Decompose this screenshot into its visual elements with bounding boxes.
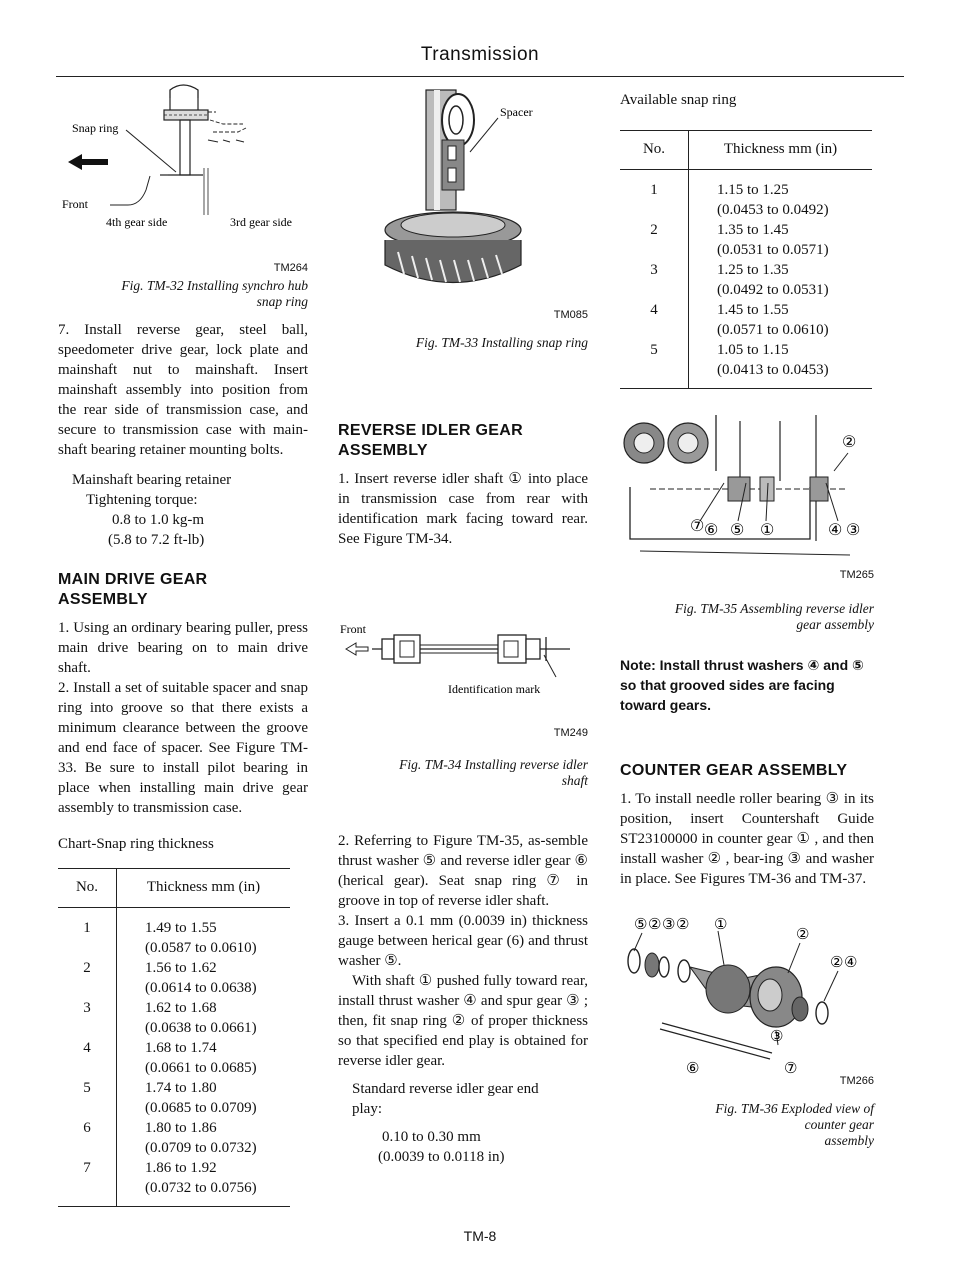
- thickness-in: (0.0709 to 0.0732): [145, 1140, 257, 1156]
- endplay-line4: (0.0039 to 0.0118 in): [378, 1149, 505, 1165]
- avail-table-header-thickness: Thickness mm (in): [689, 131, 873, 170]
- heading-reverse-idler-line1: REVERSE IDLER GEAR: [338, 422, 523, 439]
- heading-main-drive-line1: MAIN DRIVE GEAR: [58, 571, 208, 588]
- figure-callout-number: ⑤: [730, 522, 745, 539]
- table-cell-no: 4: [58, 1038, 117, 1078]
- paragraph-reverse-step-3: 3. Insert a 0.1 mm (0.0039 in) thickness gauge between herical gear (6) and thrust washer ⑤.: [338, 913, 588, 969]
- fig-tm32-label-snap-ring: Snap ring: [72, 121, 119, 135]
- table-row: [58, 998, 290, 1038]
- table-row: [58, 1038, 290, 1078]
- thickness-in: (0.0571 to 0.0610): [717, 322, 829, 338]
- fig-tm36-caption-line3: assembly: [824, 1133, 874, 1148]
- figure-callout-number: ②: [842, 434, 857, 451]
- table-row: [620, 260, 872, 300]
- fig-tm36-id: TM266: [839, 1075, 874, 1087]
- fig-tm32-label-3rd-side: 3rd gear side: [230, 215, 292, 229]
- heading-reverse-idler-line2: ASSEMBLY: [338, 442, 428, 459]
- endplay-line1: Standard reverse idler gear end: [352, 1081, 539, 1097]
- fig-tm35-id: TM265: [839, 569, 874, 581]
- paragraph-reverse-step-1: 1. Insert reverse idler shaft ① into place in transmission case from rear with identification mark facing toward rear. See Figure TM-34.: [338, 471, 588, 547]
- thickness-mm: 1.62 to 1.68: [145, 1000, 217, 1016]
- fig-tm32-caption-line2: snap ring: [256, 294, 308, 309]
- thickness-mm: 1.74 to 1.80: [145, 1080, 217, 1096]
- table-cell-no: 1: [58, 908, 117, 959]
- fig-tm36-caption-line1: Fig. TM-36 Exploded view of: [715, 1101, 874, 1116]
- thickness-in: (0.0413 to 0.0453): [717, 362, 829, 378]
- fig-tm34-label-front: Front: [340, 622, 367, 636]
- thickness-mm: 1.15 to 1.25: [717, 182, 789, 198]
- table-row: [58, 1078, 290, 1118]
- table-row: [620, 220, 872, 260]
- torque-line3: 0.8 to 1.0 kg-m: [112, 512, 205, 528]
- fig-tm32-id: TM264: [273, 262, 308, 274]
- table-cell-thickness: [689, 170, 873, 221]
- fig-tm32-label-4th-side: 4th gear side: [106, 215, 168, 229]
- table-cell-thickness: [689, 300, 873, 340]
- available-snap-ring-title: Available snap ring: [620, 92, 737, 108]
- heading-reverse-idler: [338, 421, 588, 461]
- table-row: [58, 1158, 290, 1207]
- fig-tm34-diagram: [338, 599, 588, 709]
- table-cell-no: 3: [58, 998, 117, 1038]
- left-column: [58, 80, 308, 1207]
- fig-tm32-label-front: Front: [62, 197, 89, 211]
- endplay-line2: play:: [352, 1101, 382, 1117]
- torque-line1: Mainshaft bearing retainer: [72, 472, 232, 488]
- heading-counter-gear: COUNTER GEAR ASSEMBLY: [620, 762, 848, 779]
- thickness-mm: 1.49 to 1.55: [145, 920, 217, 936]
- figure-callout-number: ⑥: [704, 522, 719, 539]
- heading-main-drive-gear: [58, 570, 308, 610]
- fig-tm34-caption-line2: shaft: [561, 773, 588, 788]
- fig-tm35-caption: [620, 601, 874, 633]
- paragraph-main-step-1: 1. Using an ordinary bearing puller, press main drive bearing on to main drive shaft.: [58, 620, 308, 676]
- heading-main-drive-line2: ASSEMBLY: [58, 591, 148, 608]
- thickness-mm: 1.68 to 1.74: [145, 1040, 217, 1056]
- table-cell-thickness: [689, 340, 873, 389]
- fig-tm34-id: TM249: [553, 727, 588, 739]
- figure-callout-number: ②: [648, 917, 662, 933]
- fig-tm32-caption: [58, 278, 308, 310]
- figure-callout-number: ⑦: [690, 518, 705, 535]
- fig-tm36-caption-line2: counter gear: [804, 1117, 874, 1132]
- table-cell-thickness: [117, 908, 291, 959]
- table-row: [620, 300, 872, 340]
- table-row: [58, 958, 290, 998]
- figure-callout-number: ③: [662, 917, 676, 933]
- figure-callout-number: ④: [844, 955, 858, 971]
- fig-tm35-caption-line2: gear assembly: [796, 617, 874, 632]
- table-row: [58, 1118, 290, 1158]
- thickness-mm: 1.35 to 1.45: [717, 222, 789, 238]
- endplay-line3: 0.10 to 0.30 mm: [382, 1129, 481, 1145]
- table-cell-thickness: [117, 958, 291, 998]
- figure-callout-number: ②: [796, 927, 810, 943]
- fig-tm33-id: TM085: [553, 309, 588, 321]
- fig-tm35-diagram: [620, 411, 874, 571]
- paragraph-step-7: 7. Install reverse gear, steel ball, speedometer drive gear, lock plate and mainshaft nut to mainshaft. Insert mainshaft assembly into position from the rear side of transmission case, and secure to transmission case with main-shaft bearing retainer mounting bolts.: [58, 322, 308, 458]
- torque-line4: (5.8 to 7.2 ft-lb): [108, 532, 205, 548]
- paragraph-reverse-step-3b: With shaft ① pushed fully toward rear, install thrust washer ④ and spur gear ③ ; then, fit snap ring ② of proper thickness so that specified end play is obtained for reverse idler gear.: [338, 973, 588, 1069]
- endplay-spec: [338, 1079, 588, 1167]
- paragraph-reverse-step-2: 2. Referring to Figure TM-35, as-semble thrust washer ⑤ and reverse idler gear ⑥ (herical gear). Seat snap ring ⑦ in groove in top of reverse idler shaft.: [338, 833, 588, 909]
- table-cell-no: 5: [620, 340, 689, 389]
- thickness-in: (0.0492 to 0.0531): [717, 282, 829, 298]
- torque-spec: [58, 470, 308, 550]
- figure-callout-number: ⑤: [634, 917, 648, 933]
- paragraph-counter-step-1: 1. To install needle roller bearing ③ in its position, insert Countershaft Guide ST23100000 in counter gear ① , and then install washer ② , bear-ing ③ and washer in place. See Figures TM-36 and TM-37.: [620, 791, 874, 887]
- fig-tm33-label-spacer: Spacer: [500, 105, 533, 119]
- table-cell-thickness: [117, 1158, 291, 1207]
- table-row: [620, 170, 872, 221]
- thickness-in: (0.0732 to 0.0756): [145, 1180, 257, 1196]
- fig-tm33-diagram: [338, 80, 588, 295]
- table-cell-thickness: [689, 220, 873, 260]
- table-cell-thickness: [117, 998, 291, 1038]
- thickness-mm: 1.05 to 1.15: [717, 342, 789, 358]
- middle-column: [338, 80, 588, 1167]
- table-cell-no: 7: [58, 1158, 117, 1207]
- fig-tm34-label-identification-mark: Identification mark: [448, 682, 541, 696]
- fig-tm36-diagram: [620, 909, 874, 1089]
- fig-tm36-caption: [620, 1101, 874, 1149]
- thickness-mm: 1.80 to 1.86: [145, 1120, 217, 1136]
- figure-callout-number: ④: [828, 522, 843, 539]
- fig-tm34-caption: [338, 757, 588, 789]
- thickness-in: (0.0531 to 0.0571): [717, 242, 829, 258]
- thickness-in: (0.0614 to 0.0638): [145, 980, 257, 996]
- table-cell-thickness: [117, 1118, 291, 1158]
- fig-tm33-caption: Fig. TM-33 Installing snap ring: [415, 335, 588, 350]
- thickness-mm: 1.25 to 1.35: [717, 262, 789, 278]
- chart-title: Chart-Snap ring thickness: [58, 836, 214, 852]
- figure-callout-number: ③: [846, 522, 861, 539]
- table-row: [620, 340, 872, 389]
- fig-tm32-diagram: [58, 80, 308, 240]
- fig-tm35-caption-line1: Fig. TM-35 Assembling reverse idler: [674, 601, 874, 616]
- table-header-thickness: Thickness mm (in): [117, 869, 291, 908]
- table-cell-no: 4: [620, 300, 689, 340]
- table-cell-thickness: [117, 1078, 291, 1118]
- figure-callout-number: ①: [714, 917, 728, 933]
- page-header-title: Transmission: [420, 44, 540, 65]
- figure-callout-number: ②: [830, 955, 844, 971]
- table-header-no: No.: [58, 869, 117, 908]
- thickness-in: (0.0587 to 0.0610): [145, 940, 257, 956]
- fig-tm32-caption-line1: Fig. TM-32 Installing synchro hub: [121, 278, 308, 293]
- figure-callout-number: ①: [760, 522, 775, 539]
- table-cell-no: 6: [58, 1118, 117, 1158]
- paragraph-main-step-2: 2. Install a set of suitable spacer and snap ring into groove so that there exists a minimum clearance between the groove and end face of spacer. See Figure TM-33. Be sure to install pilot bearing in place when installing main drive gear assembly to transmission case.: [58, 680, 308, 816]
- figure-callout-number: ③: [770, 1029, 784, 1045]
- fig-tm34-caption-line1: Fig. TM-34 Installing reverse idler: [399, 757, 588, 772]
- thickness-in: (0.0685 to 0.0709): [145, 1100, 257, 1116]
- available-snap-ring-table: [620, 130, 872, 389]
- table-cell-no: 1: [620, 170, 689, 221]
- thickness-mm: 1.56 to 1.62: [145, 960, 217, 976]
- table-cell-thickness: [689, 260, 873, 300]
- page-footer-number: TM-8: [463, 1228, 497, 1244]
- avail-table-header-no: No.: [620, 131, 689, 170]
- table-cell-no: 5: [58, 1078, 117, 1118]
- note-thrust-washers: Note: Install thrust washers ④ and ⑤ so that grooved sides are facing toward gears.: [620, 657, 864, 713]
- thickness-in: (0.0453 to 0.0492): [717, 202, 829, 218]
- thickness-mm: 1.45 to 1.55: [717, 302, 789, 318]
- table-row: [58, 908, 290, 959]
- table-cell-no: 2: [58, 958, 117, 998]
- snap-ring-thickness-table: [58, 868, 290, 1207]
- figure-callout-number: ②: [676, 917, 690, 933]
- table-cell-thickness: [117, 1038, 291, 1078]
- thickness-in: (0.0638 to 0.0661): [145, 1020, 257, 1036]
- figure-callout-number: ⑥: [686, 1061, 700, 1077]
- table-cell-no: 3: [620, 260, 689, 300]
- figure-callout-number: ⑦: [784, 1061, 798, 1077]
- header-rule: [56, 76, 904, 77]
- right-column: [620, 90, 874, 1149]
- thickness-in: (0.0661 to 0.0685): [145, 1060, 257, 1076]
- torque-line2: Tightening torque:: [86, 492, 198, 508]
- thickness-mm: 1.86 to 1.92: [145, 1160, 217, 1176]
- table-cell-no: 2: [620, 220, 689, 260]
